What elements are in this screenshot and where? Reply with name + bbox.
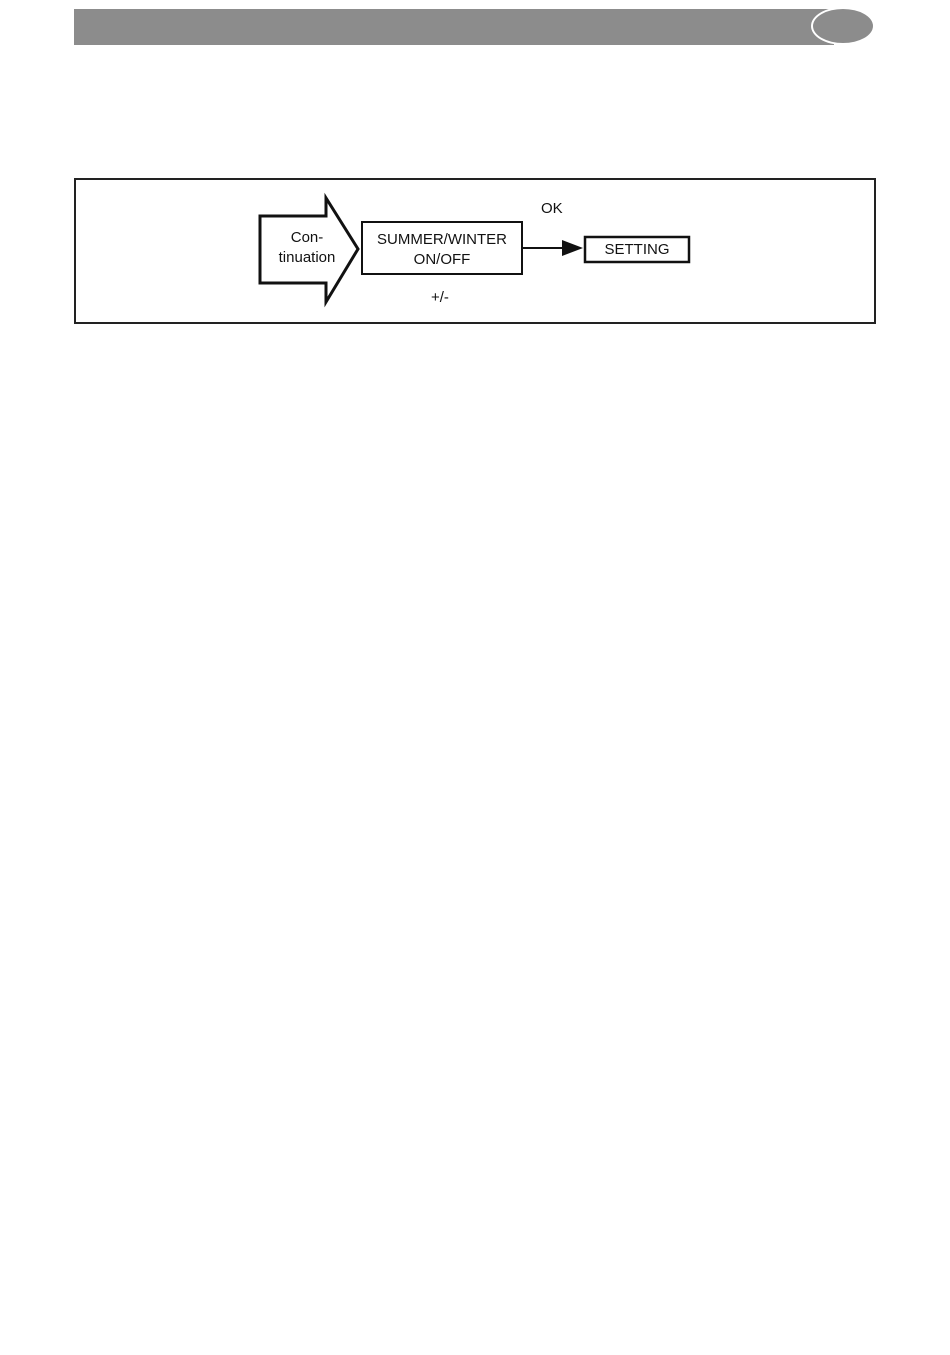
mode-label-line1: SUMMER/WINTER: [377, 231, 507, 248]
continuation-label-line1: Con-: [290, 229, 324, 246]
ok-label: OK: [541, 200, 563, 217]
setting-label: SETTING: [604, 241, 670, 258]
plus-minus-label: +/-: [431, 289, 449, 306]
continuation-label-line2: tinuation: [278, 249, 336, 266]
mode-label-line2: ON/OFF: [413, 251, 471, 268]
ok-connector-arrowhead: [562, 240, 583, 256]
